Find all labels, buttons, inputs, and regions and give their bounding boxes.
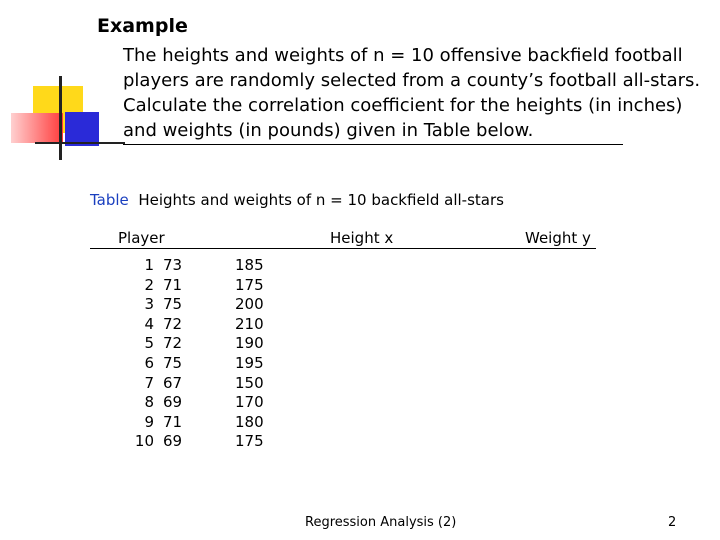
player-cell: 1 [144,256,154,274]
height-cell: 73 [163,256,183,274]
table-caption-text: Heights and weights of n = 10 backfield all-stars [138,191,504,209]
header-player: Player [118,229,165,247]
decorative-vertical-line [59,76,62,160]
height-cell: 72 [163,334,183,353]
decorative-blue-square [65,112,99,146]
height-column [163,256,182,452]
player-cell: 6 [144,353,154,372]
slide-heading: Example [97,15,188,37]
height-cell: 69 [163,432,183,451]
weight-cell: 175 [235,432,264,451]
height-cell: 75 [163,295,183,314]
player-cell: 3 [144,295,154,314]
table-header-rule [90,248,596,249]
weight-cell: 180 [235,412,264,431]
header-weight: Weight y [525,229,591,247]
statement-line: The heights and weights of n = 10 offensive backfield football [123,45,683,66]
height-cell: 75 [163,353,183,372]
decorative-red-square [11,113,63,143]
weight-cell: 195 [235,353,264,372]
player-cell: 9 [144,412,154,431]
divider [123,144,623,145]
weight-cell: 150 [235,373,264,392]
statement-line: Calculate the correlation coefficient for the heights (in inches) [123,95,683,116]
height-cell: 69 [163,393,183,412]
statement-line: players are randomly selected from a county’s football all-stars. [123,70,701,91]
decorative-horizontal-line [35,142,125,144]
weight-cell: 170 [235,393,264,412]
header-height: Height x [330,229,394,247]
weight-cell: 175 [235,275,264,294]
statement-line: and weights (in pounds) given in Table below. [123,120,534,141]
weight-cell: 185 [235,256,264,274]
player-cell: 8 [144,393,154,412]
weight-cell: 210 [235,314,264,333]
height-cell: 71 [163,275,183,294]
problem-statement [123,43,703,143]
player-cell: 7 [144,373,154,392]
weight-cell: 200 [235,295,264,314]
player-cell: 2 [144,275,154,294]
player-cell: 5 [144,334,154,353]
height-cell: 67 [163,373,183,392]
page-number: 2 [668,515,677,530]
player-column [128,256,154,452]
weight-column [235,256,264,452]
weight-cell: 190 [235,334,264,353]
player-cell: 10 [134,432,154,451]
height-cell: 72 [163,314,183,333]
footer-course-title: Regression Analysis (2) [305,515,457,530]
player-cell: 4 [144,314,154,333]
table-caption [90,191,504,209]
height-cell: 71 [163,412,183,431]
table-tag: Table [90,191,129,209]
